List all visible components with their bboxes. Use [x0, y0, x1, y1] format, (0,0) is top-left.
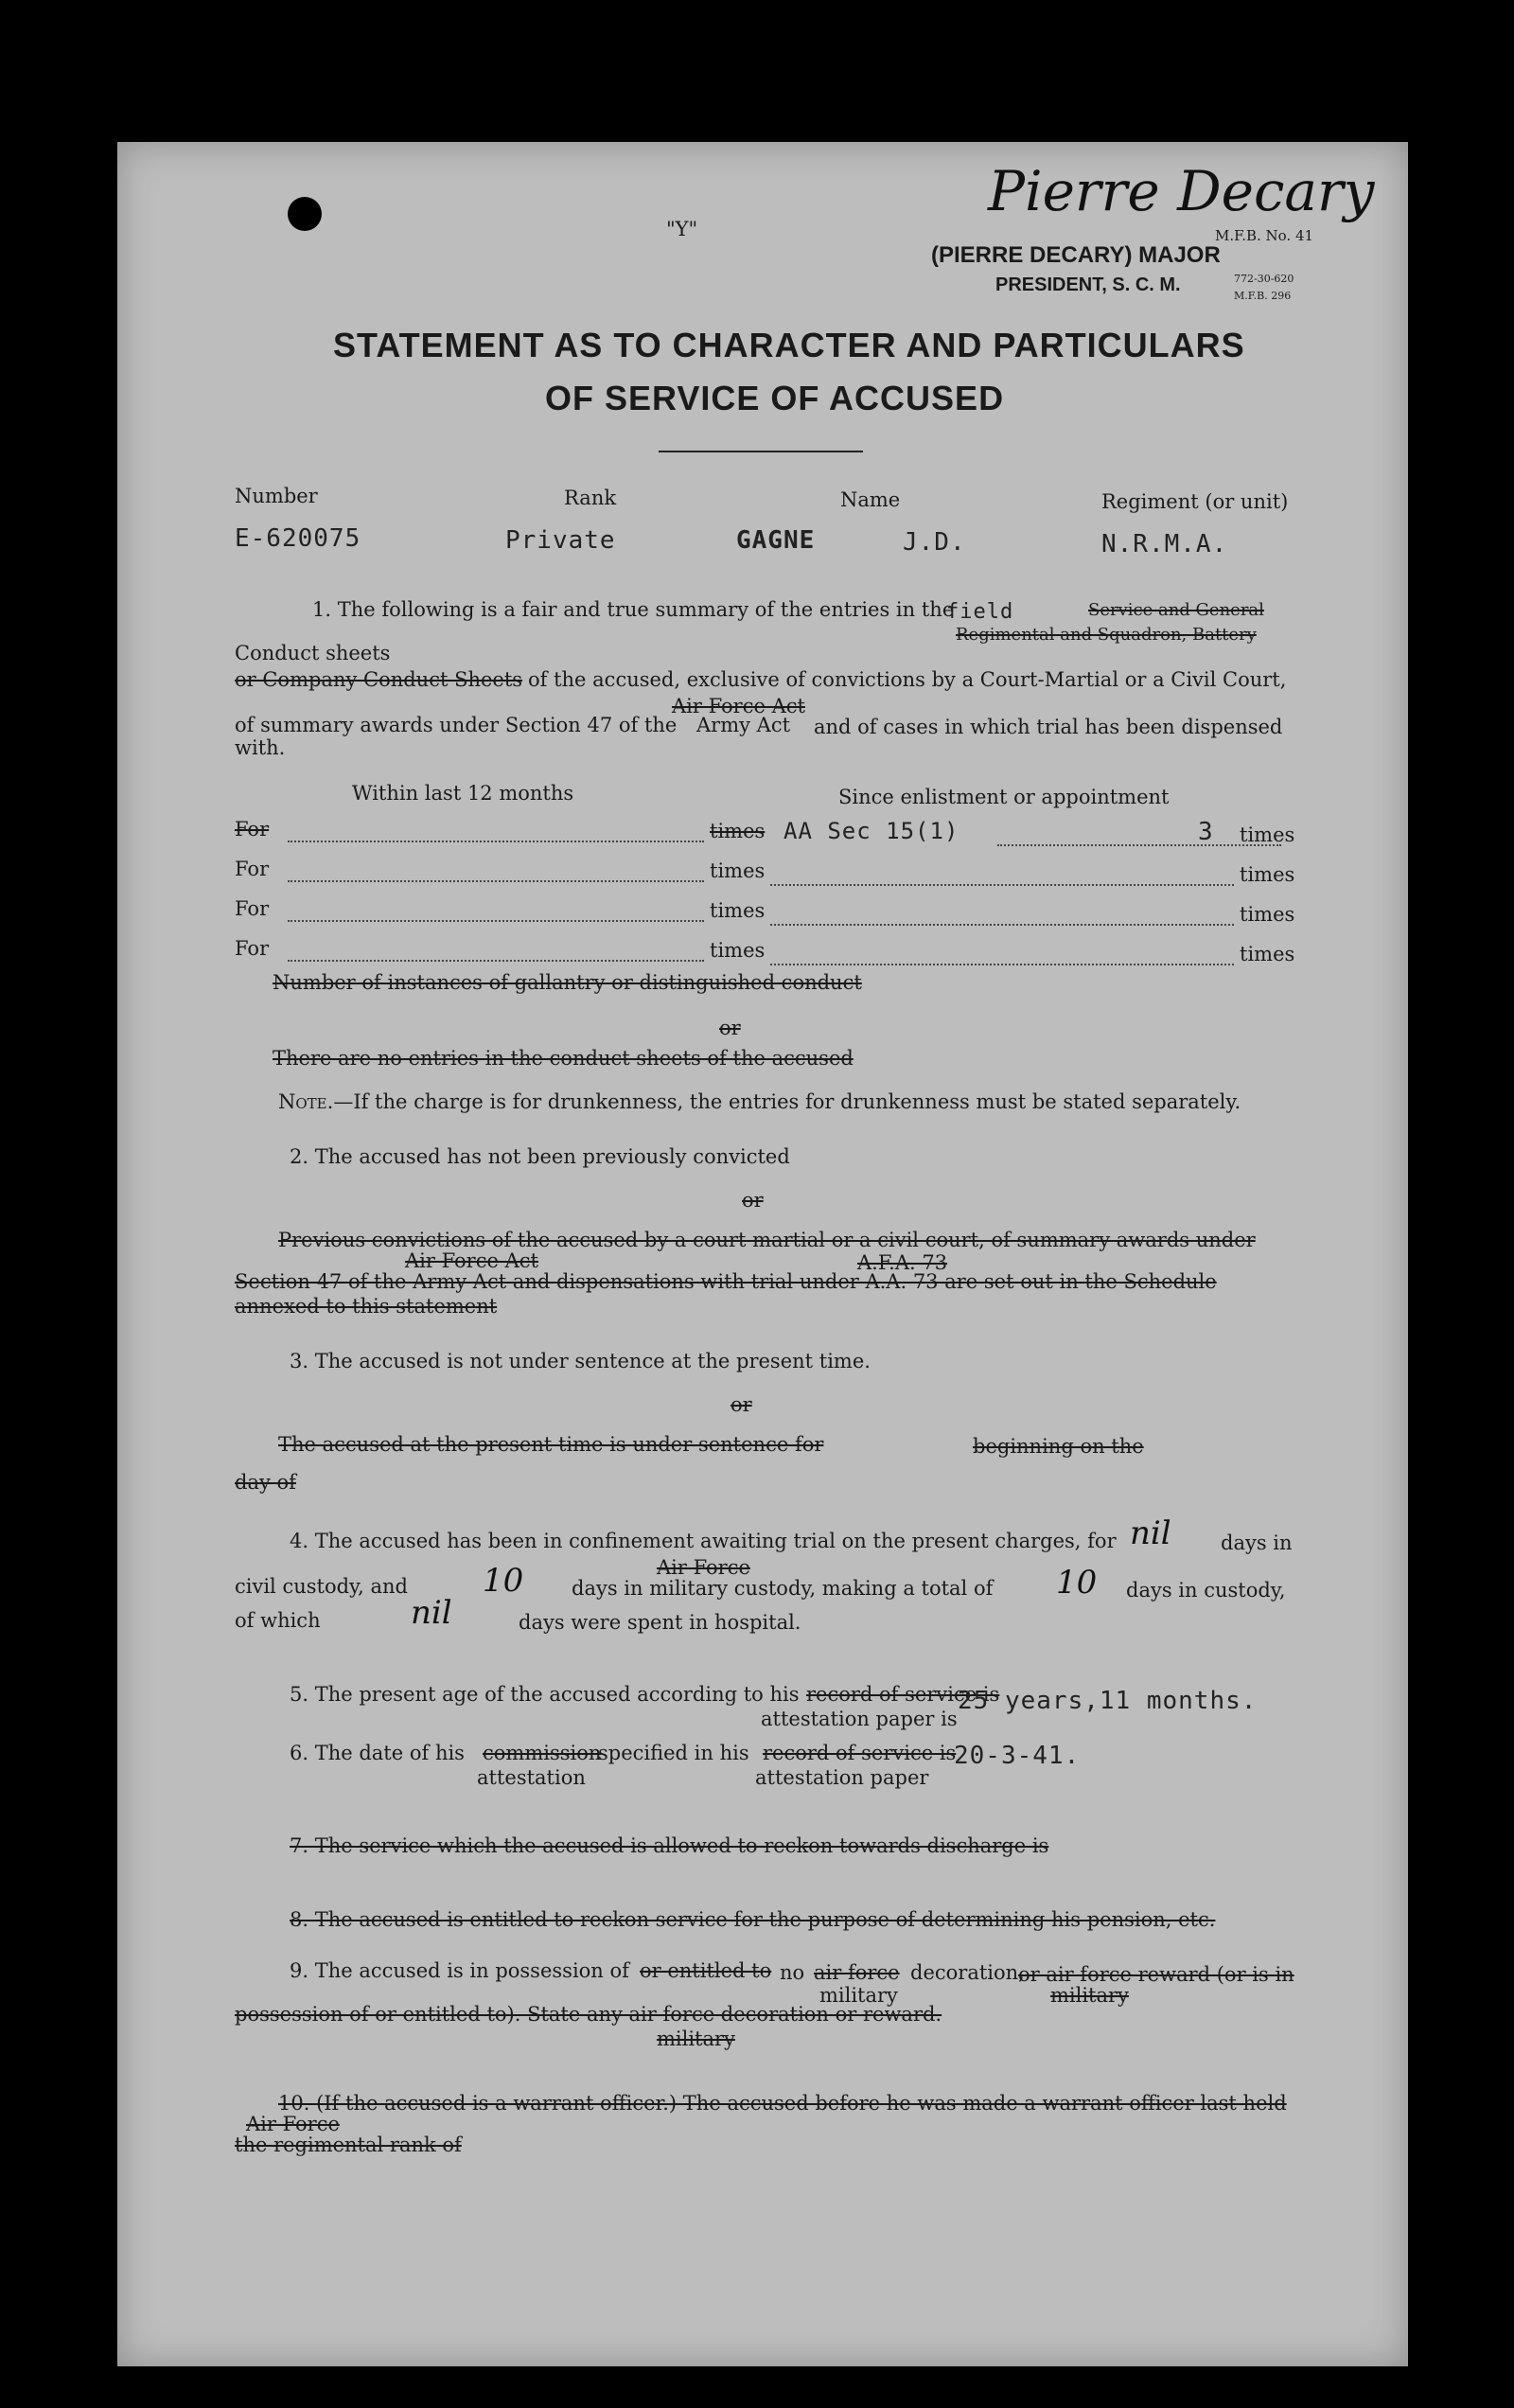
section1-army-act: Army Act	[696, 714, 791, 736]
row1-times1: times	[710, 820, 766, 842]
section1-field: field	[946, 600, 1014, 624]
note-label: Note.	[278, 1090, 334, 1113]
date-value: 20-3-41.	[954, 1742, 1081, 1770]
section1-struck-company: or Company Conduct Sheets	[235, 668, 523, 691]
section4-line1: 4. The accused has been in confinement awaiting trial on the present charges, for	[290, 1530, 1117, 1552]
president-stamp-line2: PRESIDENT, S. C. M.	[995, 274, 1181, 295]
section3-struck2: day of	[235, 1471, 296, 1494]
section4-struck-air: Air Force	[657, 1556, 750, 1579]
section4-line3a: of which	[235, 1609, 321, 1632]
y-mark: "Y"	[666, 218, 698, 240]
section5-replacement: attestation paper is	[761, 1708, 958, 1730]
row3-for: For	[235, 897, 270, 920]
section9-military-1: military	[819, 1984, 898, 2007]
row4-times1: times	[710, 939, 766, 962]
section9-text: 9. The accused is in possession of	[290, 1959, 629, 1982]
row1-dots-1	[288, 841, 704, 842]
section9-struck-reward: or air force reward (or is in	[1018, 1963, 1294, 1986]
section1-struck-regimental: Regimental and Squadron, Battery	[956, 625, 1257, 645]
row2-for: For	[235, 858, 270, 880]
section4-line2b: days in military custody, making a total of	[572, 1577, 994, 1600]
title-line-2: OF SERVICE OF ACCUSED	[545, 379, 1005, 417]
total-days: 10	[1056, 1564, 1098, 1602]
section1-line3-rest: and of cases in which trial has been dispensed	[814, 716, 1283, 738]
row3-dots-2	[770, 924, 1234, 926]
president-stamp-line1: (PIERRE DECARY) MAJOR	[931, 242, 1221, 268]
row2-times2: times	[1240, 863, 1295, 886]
section9-decoration: decoration,	[910, 1961, 1025, 1984]
row4-times2: times	[1240, 943, 1295, 965]
row4-dots-2	[770, 964, 1234, 965]
row4-dots-1	[288, 960, 704, 962]
section1-conduct-sheets: Conduct sheets	[235, 642, 391, 664]
row1-count: 3	[1198, 818, 1214, 846]
section6-specified: specified in his	[598, 1742, 749, 1764]
row2-dots-1	[288, 880, 704, 882]
section5-text: 5. The present age of the accused according to his	[290, 1683, 800, 1706]
punch-hole	[288, 197, 322, 231]
section7-struck: 7. The service which the accused is allowed to reckon towards discharge is	[290, 1834, 1049, 1857]
section6-struck-commission: commission	[483, 1742, 602, 1764]
section3-struck1: The accused at the present time is under sentence for	[278, 1433, 824, 1456]
row1-times2: times	[1240, 823, 1295, 846]
value-initials: J.D.	[903, 528, 966, 557]
form-print-code: 772-30-620	[1234, 273, 1294, 285]
label-number: Number	[235, 485, 318, 507]
section6-text: 6. The date of his	[290, 1742, 465, 1764]
section6-struck-record: record of service is	[763, 1742, 957, 1764]
value-rank: Private	[505, 526, 616, 555]
section2-struck-air: Air Force Act	[405, 1249, 538, 1272]
section8-struck: 8. The accused is entitled to reckon service for the purpose of determining his pension, etc.	[290, 1908, 1216, 1931]
military-days: 10	[483, 1562, 524, 1600]
row1-dots-2	[997, 844, 1281, 846]
section9-military-3: military	[657, 2027, 735, 2050]
note-text: —If the charge is for drunkenness, the entries for drunkenness must be stated separately.	[333, 1090, 1241, 1113]
section1-line3: of summary awards under Section 47 of the	[235, 714, 678, 736]
section6-attestation-paper: attestation paper	[755, 1766, 929, 1789]
section2-struck2: Section 47 of the Army Act and dispensations with trial under A.A. 73 are set out in the Schedule	[235, 1270, 1217, 1293]
value-surname: GAGNE	[736, 526, 816, 555]
section9-struck-air-force: air force	[814, 1961, 900, 1984]
row1-for: For	[235, 818, 270, 841]
label-name: Name	[840, 488, 901, 511]
since-label: Since enlistment or appointment	[838, 786, 1170, 808]
document-page	[117, 142, 1408, 2366]
section2-struck-aa73: A.F.A. 73	[857, 1251, 948, 1274]
row3-times2: times	[1240, 903, 1295, 926]
section10-struck2: the regimental rank of	[235, 2134, 462, 2156]
row4-for: For	[235, 937, 270, 960]
section10-struck-air: Air Force	[246, 2113, 340, 2135]
section1-struck-air-force: Air Force Act	[672, 695, 805, 717]
title-underline	[659, 451, 863, 452]
row2-dots-2	[770, 884, 1234, 886]
section1-struck-service: Service and General	[1088, 600, 1264, 620]
label-rank: Rank	[564, 487, 617, 509]
label-regiment: Regiment (or unit)	[1101, 490, 1289, 513]
note	[278, 1090, 1241, 1113]
section2-struck1: Previous convictions of the accused by a court martial or a civil court, of summary awards under	[278, 1229, 1256, 1251]
section1-intro: 1. The following is a fair and true summary of the entries in the	[312, 598, 955, 621]
row1-offence: AA Sec 15(1)	[783, 818, 959, 844]
title-line-1: STATEMENT AS TO CHARACTER AND PARTICULARS	[333, 326, 1245, 364]
signature: Pierre Decary	[988, 159, 1375, 223]
section2-struck3: annexed to this statement	[235, 1295, 498, 1318]
section10-struck: 10. (If the accused is a warrant officer.) The accused before he was made a warrant officer last held	[278, 2092, 1287, 2115]
section5-struck: record of service is	[806, 1683, 1000, 1706]
civil-days: nil	[1130, 1514, 1171, 1552]
section1-line2: of the accused, exclusive of convictions by a Court-Martial or a Civil Court,	[528, 668, 1287, 691]
value-regiment: N.R.M.A.	[1101, 530, 1228, 558]
struck-gallantry: Number of instances of gallantry or distinguished conduct	[273, 971, 862, 994]
section9-no: no	[780, 1961, 805, 1984]
hospital-days: nil	[411, 1594, 452, 1632]
section9-struck-entitled: or entitled to	[640, 1959, 772, 1982]
section3-struck1b: beginning on the	[973, 1435, 1144, 1458]
section6-attestation: attestation	[477, 1766, 586, 1789]
section4-line3b: days were spent in hospital.	[519, 1611, 801, 1634]
section4-line2c: days in custody,	[1126, 1579, 1286, 1602]
struck-no-entries: There are no entries in the conduct sheets of the accused	[273, 1047, 854, 1070]
section9-struck-line2: possession of or entitled to). State any air force decoration or reward.	[235, 2003, 942, 2026]
section3-text: 3. The accused is not under sentence at the present time.	[290, 1350, 871, 1372]
section4-line2a: civil custody, and	[235, 1575, 408, 1598]
section9-military-2: military	[1050, 1984, 1129, 2007]
form-print-code-2: M.F.B. 296	[1234, 290, 1292, 302]
section4-days-in: days in	[1221, 1532, 1293, 1554]
form-number: M.F.B. No. 41	[1215, 227, 1314, 244]
age-value: 25 years,11 months.	[958, 1687, 1258, 1715]
row3-times1: times	[710, 899, 766, 922]
row3-dots-1	[288, 920, 704, 922]
section1-line4: with.	[235, 736, 286, 759]
section2-or: or	[742, 1189, 764, 1212]
value-number: E-620075	[235, 524, 361, 553]
row2-times1: times	[710, 859, 766, 882]
or-1: or	[719, 1017, 741, 1039]
section2-text: 2. The accused has not been previously convicted	[290, 1145, 790, 1168]
within-label: Within last 12 months	[352, 782, 574, 805]
section3-or: or	[731, 1393, 752, 1416]
